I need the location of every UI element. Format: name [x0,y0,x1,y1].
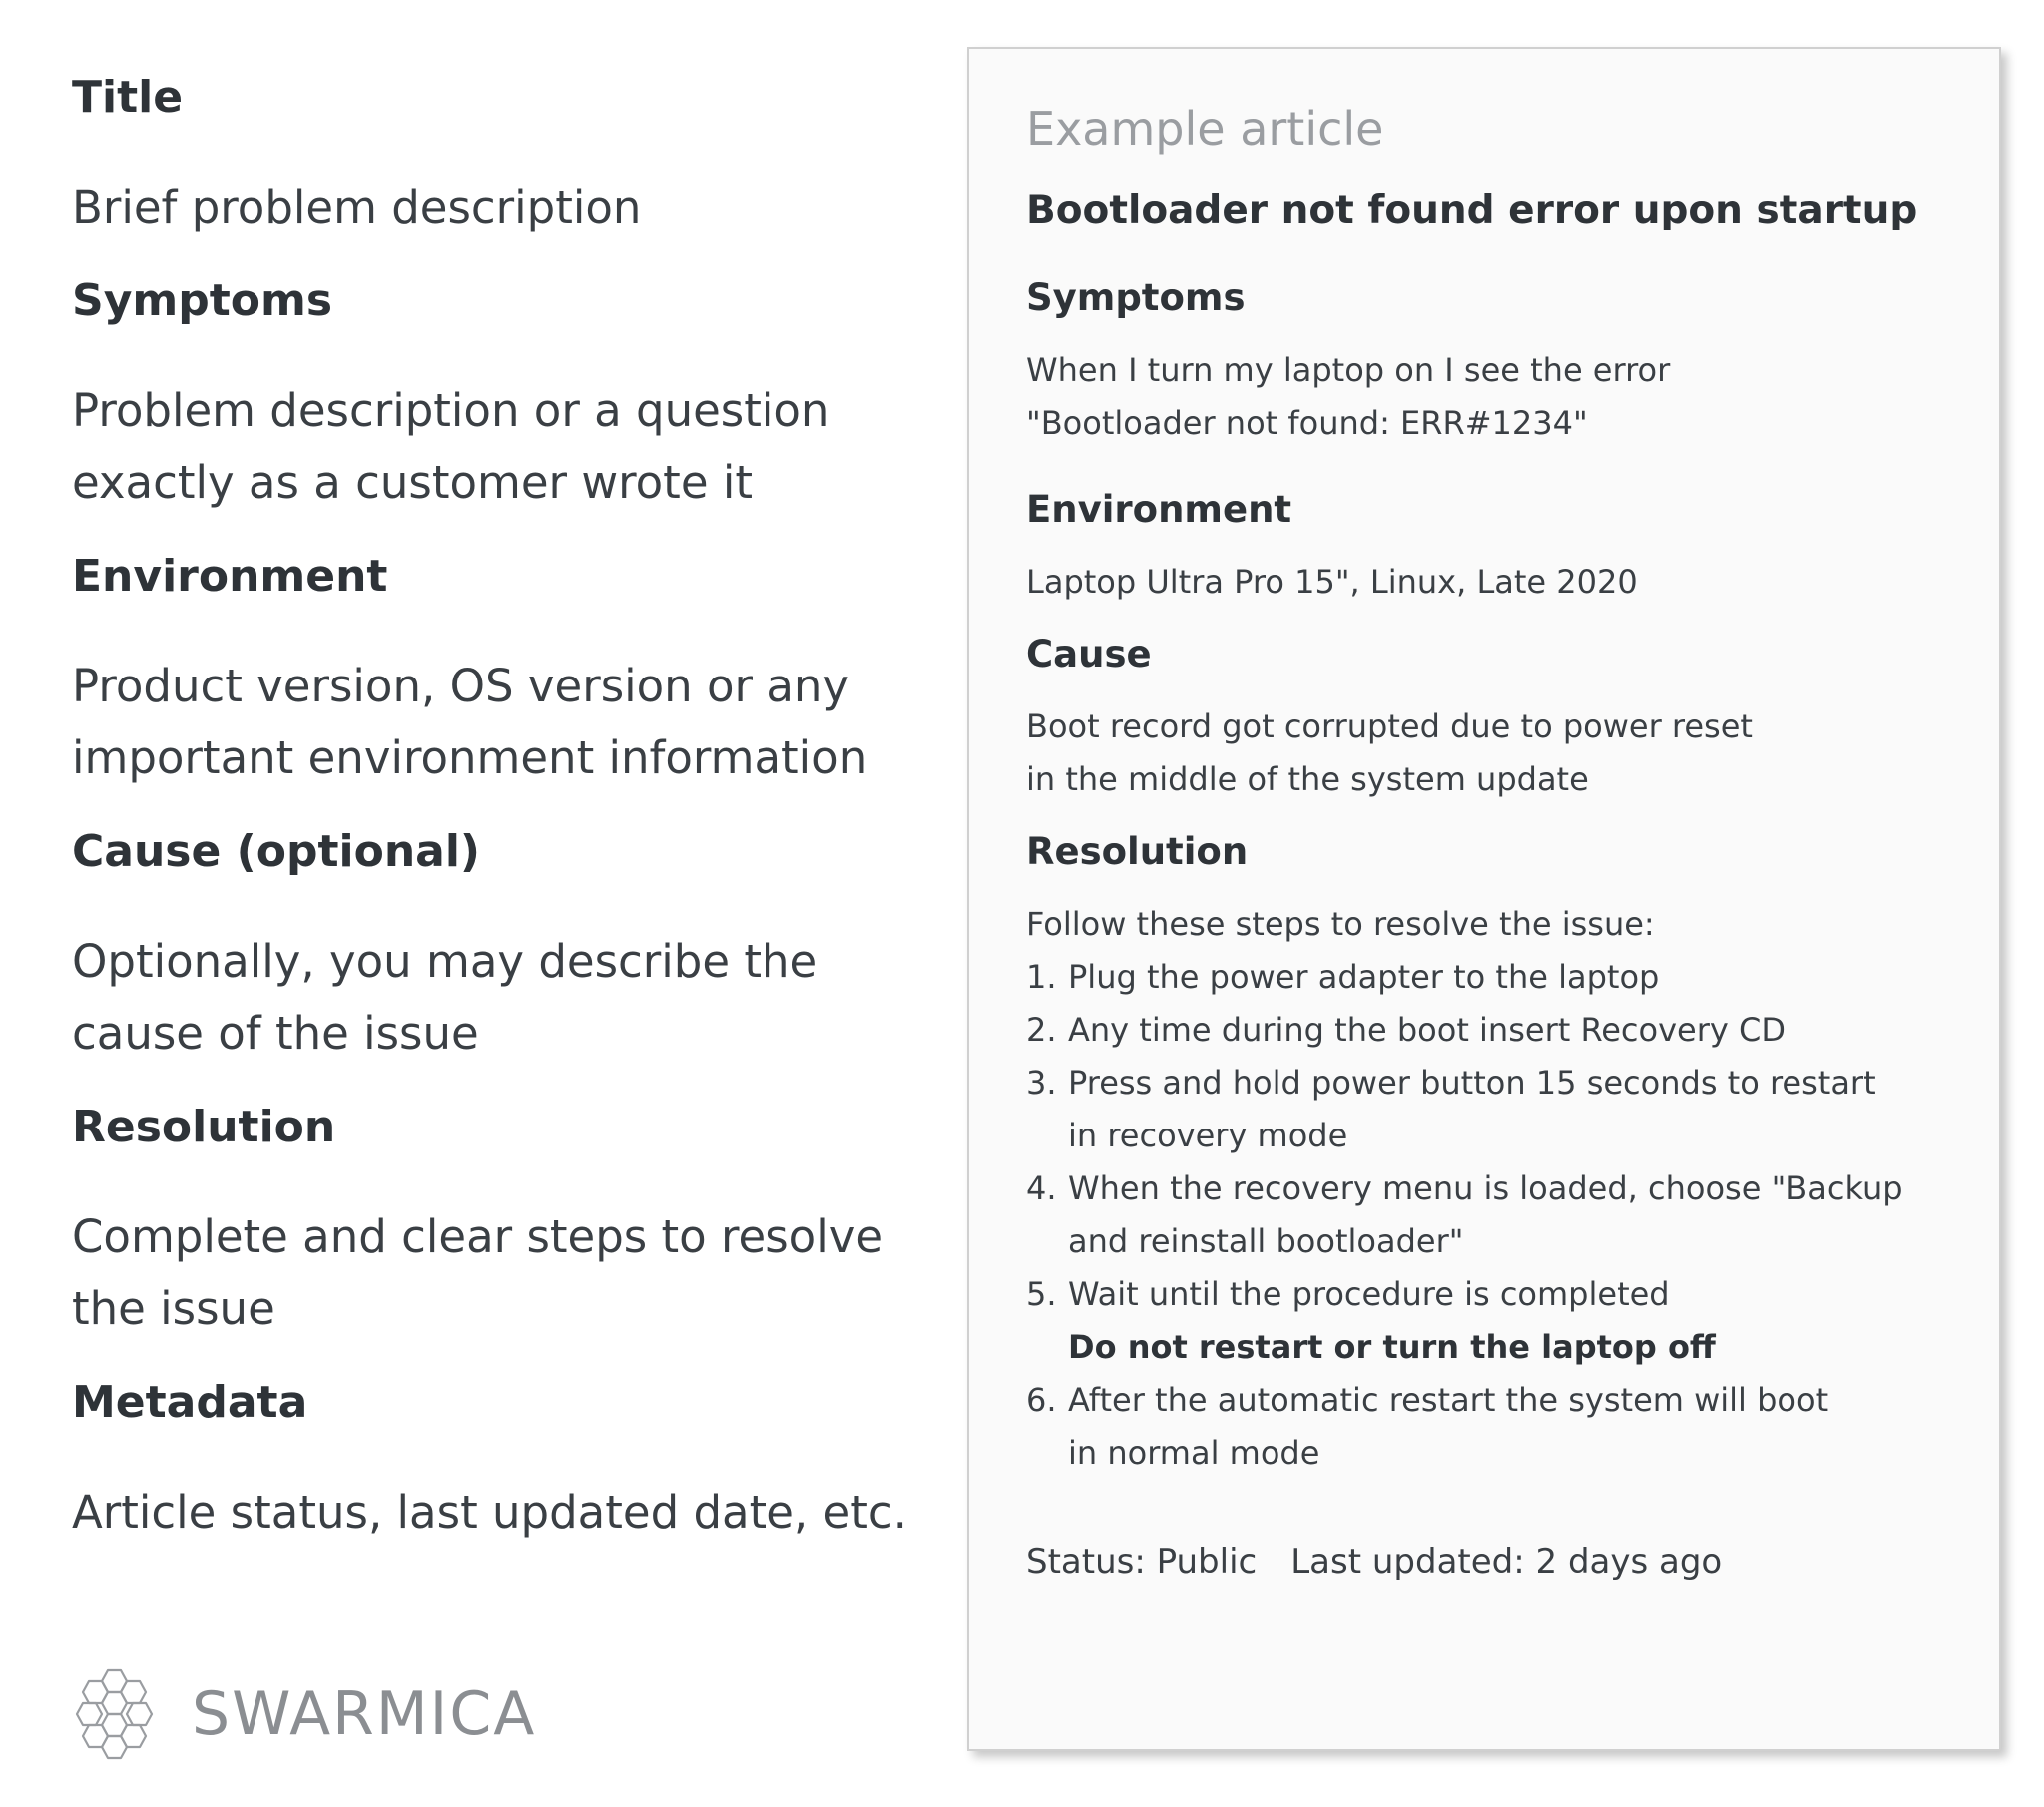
guide-section-title [72,70,950,243]
step-line: Press and hold power button 15 seconds to restart [1068,1064,1876,1102]
step-line: in recovery mode [1068,1117,1348,1154]
guide-section-resolution [72,1100,950,1345]
resolution-intro: Follow these steps to resolve the issue: [1026,905,1655,943]
resolution-step [1026,1057,1959,1162]
step-number: 5. [1026,1275,1057,1313]
example-article-card [967,47,2001,1751]
step-text [1068,1057,1959,1162]
step-number: 1. [1026,958,1057,996]
guide-description [72,172,950,243]
guide-section-metadata [72,1375,950,1549]
guide-description-line: Complete and clear steps to resolve [72,1210,884,1263]
guide-description-line: the issue [72,1282,275,1335]
environment-text: Laptop Ultra Pro 15", Linux, Late 2020 [1026,563,1638,601]
guide-description [72,1201,950,1345]
guide-description-line: important environment information [72,731,868,784]
resolution-step [1026,951,1959,1004]
step-text [1068,1004,1959,1057]
cause-line: in the middle of the system update [1026,760,1589,798]
guide-label: Environment [72,551,388,602]
guide-description [72,1477,950,1549]
environment-heading: Environment [1026,488,1292,531]
cause-line: Boot record got corrupted due to power reset [1026,707,1753,745]
guide-description-line: Problem description or a question [72,384,830,437]
honeycomb-logo-icon [70,1668,164,1760]
step-text [1068,1268,1959,1374]
step-number: 4. [1026,1169,1057,1207]
symptoms-heading: Symptoms [1026,276,1246,319]
guide-description [72,651,950,794]
step-warning: Do not restart or turn the laptop off [1068,1328,1716,1366]
step-number: 2. [1026,1011,1057,1049]
guide-description [72,926,950,1070]
guide-description-line: Optionally, you may describe the [72,935,818,988]
last-updated-text: Last updated: 2 days ago [1290,1542,1723,1581]
step-line: and reinstall bootloader" [1068,1222,1464,1260]
step-line: When the recovery menu is loaded, choose "Backup [1068,1169,1903,1207]
resolution-steps [1026,951,1959,1480]
step-line: Any time during the boot insert Recovery CD [1068,1011,1786,1049]
step-text [1068,951,1959,1004]
guide-section-environment [72,549,950,794]
step-line: Plug the power adapter to the laptop [1068,958,1660,996]
symptoms-text [1026,344,1959,450]
guide-description [72,375,950,519]
guide-section-symptoms [72,273,950,519]
guide-description-line: cause of the issue [72,1007,479,1060]
guide-label: Resolution [72,1102,336,1152]
step-number: 6. [1026,1381,1057,1419]
guide-label: Symptoms [72,275,333,326]
status-text: Status: Public [1026,1542,1258,1581]
guide-label: Cause (optional) [72,826,481,877]
guide-description-line: Article status, last updated date, etc. [72,1486,907,1539]
resolution-step [1026,1162,1959,1268]
article-metadata [1026,1538,1959,1585]
step-line: Wait until the procedure is completed [1068,1275,1670,1313]
swarmica-logo [70,1668,536,1760]
article-title: Bootloader not found error upon startup [1026,188,1918,232]
guide-label: Metadata [72,1377,308,1428]
step-number: 3. [1026,1064,1057,1102]
resolution-step [1026,1004,1959,1057]
step-text [1068,1162,1959,1268]
card-kicker: Example article [1026,102,1384,156]
cause-heading: Cause [1026,633,1152,676]
symptoms-line: When I turn my laptop on I see the error [1026,351,1671,389]
step-line: After the automatic restart the system will boot [1068,1381,1829,1419]
guide-description-line: exactly as a customer wrote it [72,456,753,509]
guide-label: Title [72,72,184,123]
step-text [1068,1374,1959,1480]
logo-wordmark: SWARMICA [192,1679,537,1749]
step-line: in normal mode [1068,1434,1320,1472]
symptoms-line: "Bootloader not found: ERR#1234" [1026,404,1588,442]
resolution-step [1026,1268,1959,1374]
article-template-guide [72,70,950,1579]
guide-description-line: Product version, OS version or any [72,660,850,712]
resolution-step [1026,1374,1959,1480]
resolution-heading: Resolution [1026,830,1249,873]
guide-description-line: Brief problem description [72,181,642,233]
guide-section-cause [72,824,950,1070]
cause-text [1026,700,1959,806]
